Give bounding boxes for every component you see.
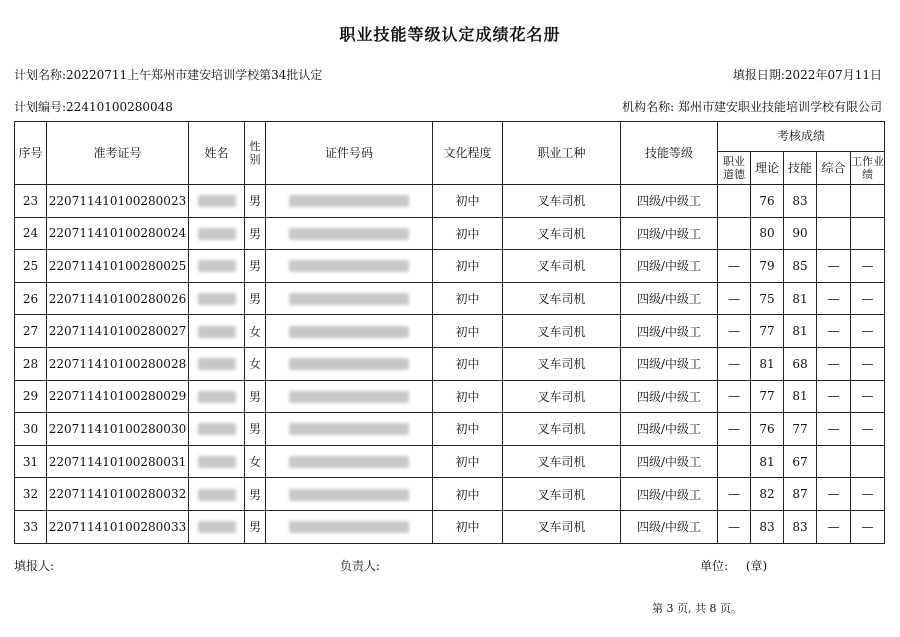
header-name: 姓名 xyxy=(189,122,245,185)
redacted-id-number xyxy=(289,391,409,403)
cell-name xyxy=(189,282,245,315)
cell-name xyxy=(189,347,245,380)
cell-job: 叉车司机 xyxy=(503,185,621,218)
cell-seq: 32 xyxy=(15,478,47,511)
cell-theory: 77 xyxy=(751,315,784,348)
header-gender: 性别 xyxy=(245,122,266,185)
cell-level: 四级/中级工 xyxy=(621,185,718,218)
redacted-id-number xyxy=(289,228,409,240)
score-roster-table xyxy=(14,121,885,544)
org-line xyxy=(622,98,882,115)
cell-gender: 男 xyxy=(245,413,266,446)
header-job: 职业工种 xyxy=(503,122,621,185)
cell-job: 叉车司机 xyxy=(503,478,621,511)
cell-skill: 81 xyxy=(784,380,817,413)
cell-seq: 29 xyxy=(15,380,47,413)
cell-skill: 81 xyxy=(784,282,817,315)
unit-line xyxy=(700,557,767,574)
cell-gender: 男 xyxy=(245,250,266,283)
cell-id-no xyxy=(266,413,433,446)
cell-name xyxy=(189,380,245,413)
cell-skill: 68 xyxy=(784,347,817,380)
cell-work-performance: — xyxy=(851,478,885,511)
cell-skill: 87 xyxy=(784,478,817,511)
header-skill: 技能 xyxy=(784,152,817,185)
cell-exam-no: 220711410100280033 xyxy=(47,510,189,543)
cell-skill: 83 xyxy=(784,185,817,218)
cell-skill: 77 xyxy=(784,413,817,446)
cell-exam-no: 220711410100280028 xyxy=(47,347,189,380)
cell-theory: 82 xyxy=(751,478,784,511)
cell-id-no xyxy=(266,380,433,413)
cell-id-no xyxy=(266,282,433,315)
cell-theory: 81 xyxy=(751,347,784,380)
cell-comprehensive xyxy=(817,445,851,478)
cell-job: 叉车司机 xyxy=(503,217,621,250)
plan-name-label: 计划名称: xyxy=(14,68,67,82)
cell-ethics: — xyxy=(718,250,751,283)
cell-comprehensive: — xyxy=(817,347,851,380)
cell-work-performance: — xyxy=(851,413,885,446)
cell-comprehensive xyxy=(817,217,851,250)
redacted-name xyxy=(198,195,236,207)
redacted-name xyxy=(198,358,236,370)
cell-skill: 81 xyxy=(784,315,817,348)
cell-theory: 76 xyxy=(751,185,784,218)
header-comprehensive: 综合 xyxy=(817,152,851,185)
redacted-id-number xyxy=(289,456,409,468)
cell-seq: 26 xyxy=(15,282,47,315)
cell-work-performance: — xyxy=(851,282,885,315)
cell-name xyxy=(189,250,245,283)
table-row xyxy=(15,250,885,283)
redacted-id-number xyxy=(289,326,409,338)
redacted-name xyxy=(198,228,236,240)
cell-id-no xyxy=(266,347,433,380)
cell-ethics: — xyxy=(718,347,751,380)
cell-name xyxy=(189,445,245,478)
cell-skill: 90 xyxy=(784,217,817,250)
cell-gender: 女 xyxy=(245,315,266,348)
fill-date-value: 2022年07月11日 xyxy=(784,68,882,82)
header-ethics: 职业道德 xyxy=(718,152,751,185)
table-row xyxy=(15,315,885,348)
table-row xyxy=(15,445,885,478)
cell-work-performance: — xyxy=(851,380,885,413)
cell-theory: 79 xyxy=(751,250,784,283)
redacted-name xyxy=(198,489,236,501)
unit-label: 单位: xyxy=(700,559,729,573)
cell-seq: 23 xyxy=(15,185,47,218)
cell-comprehensive: — xyxy=(817,413,851,446)
cell-level: 四级/中级工 xyxy=(621,413,718,446)
cell-seq: 28 xyxy=(15,347,47,380)
cell-ethics: — xyxy=(718,478,751,511)
redacted-name xyxy=(198,456,236,468)
cell-education: 初中 xyxy=(433,510,503,543)
cell-exam-no: 220711410100280023 xyxy=(47,185,189,218)
cell-ethics: — xyxy=(718,315,751,348)
header-education: 文化程度 xyxy=(433,122,503,185)
page-indicator: 第 3 页, 共 8 页。 xyxy=(652,602,742,615)
fill-date-label: 填报日期: xyxy=(732,68,785,82)
cell-ethics xyxy=(718,185,751,218)
cell-ethics: — xyxy=(718,413,751,446)
cell-work-performance: — xyxy=(851,510,885,543)
cell-id-no xyxy=(266,478,433,511)
redacted-id-number xyxy=(289,195,409,207)
cell-level: 四级/中级工 xyxy=(621,445,718,478)
redacted-name xyxy=(198,391,236,403)
cell-comprehensive: — xyxy=(817,510,851,543)
cell-gender: 男 xyxy=(245,380,266,413)
cell-exam-no: 220711410100280025 xyxy=(47,250,189,283)
redacted-id-number xyxy=(289,293,409,305)
cell-level: 四级/中级工 xyxy=(621,250,718,283)
cell-gender: 女 xyxy=(245,347,266,380)
cell-id-no xyxy=(266,315,433,348)
cell-id-no xyxy=(266,445,433,478)
cell-name xyxy=(189,217,245,250)
redacted-id-number xyxy=(289,423,409,435)
redacted-name xyxy=(198,260,236,272)
cell-id-no xyxy=(266,250,433,283)
redacted-name xyxy=(198,326,236,338)
cell-id-no xyxy=(266,510,433,543)
cell-seq: 27 xyxy=(15,315,47,348)
cell-education: 初中 xyxy=(433,445,503,478)
cell-theory: 81 xyxy=(751,445,784,478)
cell-education: 初中 xyxy=(433,185,503,218)
cell-gender: 男 xyxy=(245,510,266,543)
cell-ethics xyxy=(718,217,751,250)
cell-level: 四级/中级工 xyxy=(621,347,718,380)
cell-job: 叉车司机 xyxy=(503,510,621,543)
header-exam-no: 准考证号 xyxy=(47,122,189,185)
cell-work-performance: — xyxy=(851,347,885,380)
cell-seq: 24 xyxy=(15,217,47,250)
cell-skill: 85 xyxy=(784,250,817,283)
cell-level: 四级/中级工 xyxy=(621,510,718,543)
cell-education: 初中 xyxy=(433,413,503,446)
cell-job: 叉车司机 xyxy=(503,347,621,380)
cell-work-performance xyxy=(851,445,885,478)
cell-work-performance: — xyxy=(851,315,885,348)
cell-exam-no: 220711410100280029 xyxy=(47,380,189,413)
cell-exam-no: 220711410100280024 xyxy=(47,217,189,250)
redacted-id-number xyxy=(289,260,409,272)
roster-body xyxy=(15,185,885,544)
cell-ethics: — xyxy=(718,282,751,315)
cell-work-performance xyxy=(851,217,885,250)
cell-theory: 83 xyxy=(751,510,784,543)
cell-education: 初中 xyxy=(433,217,503,250)
org-label: 机构名称: xyxy=(622,100,675,114)
cell-skill: 83 xyxy=(784,510,817,543)
cell-education: 初中 xyxy=(433,478,503,511)
header-level: 技能等级 xyxy=(621,122,718,185)
redacted-name xyxy=(198,293,236,305)
cell-job: 叉车司机 xyxy=(503,380,621,413)
cell-level: 四级/中级工 xyxy=(621,380,718,413)
table-row xyxy=(15,380,885,413)
table-row xyxy=(15,413,885,446)
responsible-label: 负责人: xyxy=(340,559,381,573)
cell-ethics: — xyxy=(718,380,751,413)
table-row xyxy=(15,217,885,250)
plan-no-line xyxy=(14,98,173,115)
cell-level: 四级/中级工 xyxy=(621,315,718,348)
redacted-id-number xyxy=(289,489,409,501)
header-work-performance: 工作业绩 xyxy=(851,152,885,185)
cell-comprehensive: — xyxy=(817,282,851,315)
cell-name xyxy=(189,413,245,446)
cell-id-no xyxy=(266,185,433,218)
redacted-id-number xyxy=(289,358,409,370)
cell-education: 初中 xyxy=(433,282,503,315)
table-row xyxy=(15,510,885,543)
cell-seq: 33 xyxy=(15,510,47,543)
cell-work-performance: — xyxy=(851,250,885,283)
cell-work-performance xyxy=(851,185,885,218)
cell-level: 四级/中级工 xyxy=(621,217,718,250)
cell-comprehensive: — xyxy=(817,478,851,511)
cell-education: 初中 xyxy=(433,347,503,380)
cell-exam-no: 220711410100280030 xyxy=(47,413,189,446)
cell-seq: 30 xyxy=(15,413,47,446)
header-id-no: 证件号码 xyxy=(266,122,433,185)
plan-no-value: 22410100280048 xyxy=(66,100,173,114)
cell-education: 初中 xyxy=(433,380,503,413)
header-seq: 序号 xyxy=(15,122,47,185)
cell-education: 初中 xyxy=(433,315,503,348)
document-title: 职业技能等级认定成绩花名册 xyxy=(339,25,561,44)
cell-comprehensive xyxy=(817,185,851,218)
cell-job: 叉车司机 xyxy=(503,282,621,315)
cell-theory: 77 xyxy=(751,380,784,413)
cell-education: 初中 xyxy=(433,250,503,283)
cell-name xyxy=(189,478,245,511)
cell-job: 叉车司机 xyxy=(503,250,621,283)
plan-no-label: 计划编号: xyxy=(14,100,67,114)
fill-date-line xyxy=(733,66,882,83)
redacted-name xyxy=(198,423,236,435)
cell-job: 叉车司机 xyxy=(503,315,621,348)
table-row xyxy=(15,478,885,511)
cell-job: 叉车司机 xyxy=(503,445,621,478)
cell-theory: 76 xyxy=(751,413,784,446)
cell-comprehensive: — xyxy=(817,250,851,283)
table-row xyxy=(15,185,885,218)
cell-gender: 男 xyxy=(245,478,266,511)
seal-mark: (章) xyxy=(745,559,768,573)
cell-gender: 男 xyxy=(245,185,266,218)
cell-ethics: — xyxy=(718,510,751,543)
cell-id-no xyxy=(266,217,433,250)
cell-name xyxy=(189,185,245,218)
cell-comprehensive: — xyxy=(817,380,851,413)
cell-exam-no: 220711410100280026 xyxy=(47,282,189,315)
cell-comprehensive: — xyxy=(817,315,851,348)
cell-theory: 80 xyxy=(751,217,784,250)
cell-gender: 男 xyxy=(245,217,266,250)
header-scores-group: 考核成绩 xyxy=(718,122,885,152)
cell-ethics xyxy=(718,445,751,478)
cell-exam-no: 220711410100280032 xyxy=(47,478,189,511)
cell-seq: 31 xyxy=(15,445,47,478)
cell-skill: 67 xyxy=(784,445,817,478)
cell-gender: 女 xyxy=(245,445,266,478)
cell-job: 叉车司机 xyxy=(503,413,621,446)
redacted-id-number xyxy=(289,521,409,533)
plan-name-value: 20220711上午郑州市建安培训学校第34批认定 xyxy=(66,68,323,82)
cell-name xyxy=(189,510,245,543)
cell-theory: 75 xyxy=(751,282,784,315)
cell-level: 四级/中级工 xyxy=(621,478,718,511)
redacted-name xyxy=(198,521,236,533)
table-row xyxy=(15,347,885,380)
table-row xyxy=(15,282,885,315)
filler-label: 填报人: xyxy=(14,559,55,573)
plan-name-line xyxy=(14,66,322,83)
cell-name xyxy=(189,315,245,348)
cell-gender: 男 xyxy=(245,282,266,315)
cell-exam-no: 220711410100280027 xyxy=(47,315,189,348)
cell-seq: 25 xyxy=(15,250,47,283)
cell-exam-no: 220711410100280031 xyxy=(47,445,189,478)
cell-level: 四级/中级工 xyxy=(621,282,718,315)
header-theory: 理论 xyxy=(751,152,784,185)
org-value: 郑州市建安职业技能培训学校有限公司 xyxy=(677,100,882,114)
